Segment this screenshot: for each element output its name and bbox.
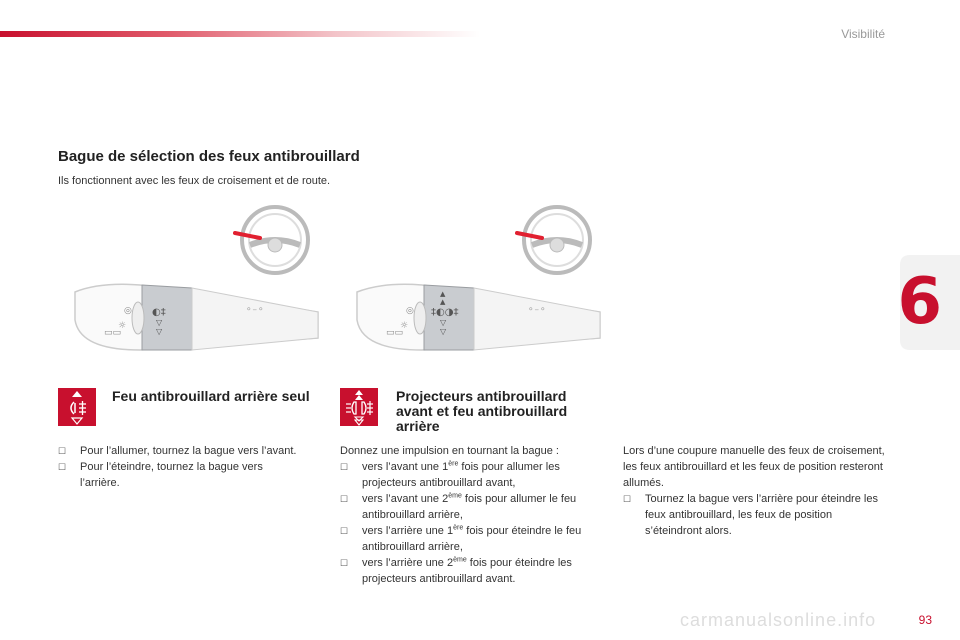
rear-fog-heading: Feu antibrouillard arrière seul xyxy=(112,388,310,404)
rear-fog-icon xyxy=(58,388,96,426)
checkbox-bullet-icon: ☐ xyxy=(340,494,349,504)
front-rear-fog-icon xyxy=(340,388,378,426)
note-text: Lors d’une coupure manuelle des feux de croisement, les feux antibrouillard et les feux de position resteront allumés. xyxy=(623,445,885,489)
lead-text: Donnez une impulsion en tournant la bague : xyxy=(340,445,559,457)
chapter-number: 6 xyxy=(897,265,942,339)
list-item: ☐ Pour l’éteindre, tournez la bague vers l’arrière. xyxy=(58,461,263,489)
header-accent-bar xyxy=(0,31,480,37)
svg-text:▽: ▽ xyxy=(440,318,447,327)
steering-wheel-icon xyxy=(517,207,590,273)
stalk-illustration-front xyxy=(352,200,602,355)
svg-text:◎: ◎ xyxy=(124,306,132,316)
checkbox-bullet-icon: ☐ xyxy=(340,558,349,568)
checkbox-bullet-icon: ☐ xyxy=(340,526,349,536)
svg-text:▽: ▽ xyxy=(156,318,163,327)
checkbox-bullet-icon: ☐ xyxy=(623,494,632,504)
svg-text:☼: ☼ xyxy=(118,321,127,331)
page-title: Bague de sélection des feux antibrouillard xyxy=(58,148,360,165)
intro-text: Ils fonctionnent avec les feux de croisement et de route. xyxy=(58,175,331,187)
list-item: ☐ vers l’avant une 1ère fois pour allumer les projecteurs antibrouillard avant, xyxy=(340,460,560,489)
list-item: ☐ vers l’arrière une 1ère fois pour éteindre le feu antibrouillard arrière, xyxy=(340,524,582,553)
front-fog-instructions xyxy=(340,443,605,587)
svg-text:‡◐◑‡: ‡◐◑‡ xyxy=(431,307,459,318)
svg-text:⚬–⚬: ⚬–⚬ xyxy=(527,305,547,315)
manual-cutoff-note xyxy=(623,443,888,539)
lever-drawing xyxy=(75,284,318,350)
front-fog-heading: Projecteurs antibrouillard avant et feu antibrouillard arrière xyxy=(396,388,568,434)
steering-wheel-icon xyxy=(235,207,308,273)
list-item: ☐ vers l’avant une 2ème fois pour allumer le feu antibrouillard arrière, xyxy=(340,492,577,521)
svg-text:⚬–⚬: ⚬–⚬ xyxy=(245,305,265,315)
section-label: Visibilité xyxy=(841,27,885,41)
list-item: ☐ Tournez la bague vers l’arrière pour éteindre les feux antibrouillard, les feux de position s’éteindront alors. xyxy=(623,493,878,537)
svg-text:▲: ▲ xyxy=(440,298,446,306)
svg-text:▽: ▽ xyxy=(440,327,447,336)
stalk-illustration-rear xyxy=(70,200,320,355)
svg-text:☼: ☼ xyxy=(400,321,409,331)
checkbox-bullet-icon: ☐ xyxy=(58,446,67,456)
svg-text:▲: ▲ xyxy=(440,290,446,298)
svg-text:▽: ▽ xyxy=(156,327,163,336)
svg-text:◐‡: ◐‡ xyxy=(152,307,166,318)
checkbox-bullet-icon: ☐ xyxy=(340,462,349,472)
lever-drawing xyxy=(357,284,600,350)
list-item: ☐ Pour l’allumer, tournez la bague vers l’avant. xyxy=(58,445,297,457)
checkbox-bullet-icon: ☐ xyxy=(58,462,67,472)
page-number: 93 xyxy=(918,613,932,627)
rear-fog-instructions xyxy=(58,443,298,491)
svg-text:▭▭: ▭▭ xyxy=(104,328,122,338)
svg-text:▭▭: ▭▭ xyxy=(386,328,404,338)
list-item: ☐ vers l’arrière une 2ème fois pour éteindre les projecteurs antibrouillard avant. xyxy=(340,556,572,585)
watermark: carmanualsonline.info xyxy=(680,610,877,630)
svg-text:◎: ◎ xyxy=(406,306,414,316)
